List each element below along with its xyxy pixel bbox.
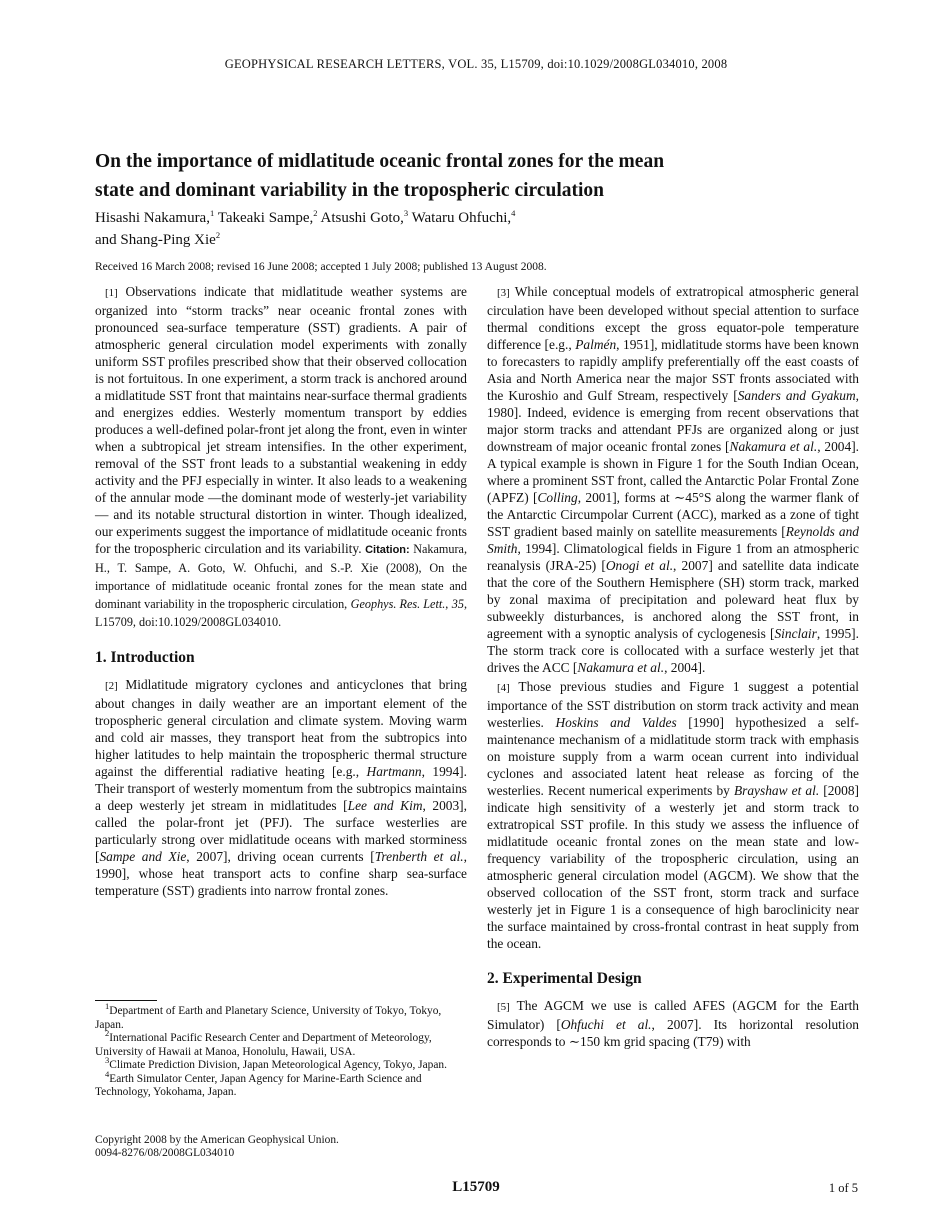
reference-author: Sampe and Xie (99, 849, 187, 864)
reference-author: Onogi et al. (605, 558, 674, 573)
body-paragraph (487, 997, 859, 1050)
citation-label: Citation: (365, 544, 410, 556)
footnote-text: Department of Earth and Planetary Science, University of Tokyo, Tokyo, Japan. (95, 1005, 442, 1031)
citation-journal: Geophys. Res. Lett. (350, 597, 446, 611)
citation-separator: , (445, 597, 449, 611)
paragraph-text: , 1994]. Climatological fields in Figure 1 from an atmospheric reanalysis (JRA-25) [ (487, 541, 859, 573)
paragraph-text: , 2004]. (664, 660, 706, 675)
paragraph-text: , 2003], called the polar-front jet (PFJ). The surface westerlies are particularly strong over midlatitude oceans with marked storminess [ (95, 798, 467, 864)
reference-author: Palmén (575, 337, 617, 352)
reference-author: Ohfuchi et al. (560, 1017, 652, 1032)
title-line-2: state and dominant variability in the tropospheric circulation (95, 180, 605, 201)
section-heading-experimental-design: 2. Experimental Design (487, 970, 642, 987)
author-name: Wataru Ohfuchi, (411, 210, 512, 226)
paragraph-number: [2] (105, 680, 118, 692)
footnote-text: Climate Prediction Division, Japan Meteorological Agency, Tokyo, Japan. (109, 1059, 447, 1071)
running-head: GEOPHYSICAL RESEARCH LETTERS, VOL. 35, L15709, doi:10.1029/2008GL034010, 2008 (224, 57, 728, 71)
affiliation-marker: 2 (215, 230, 221, 240)
citation-volume: 35 (451, 597, 464, 611)
affiliation-marker: 1 (209, 208, 215, 218)
abstract-text: Observations indicate that midlatitude weather systems are organized into “storm tracks” near oceanic frontal zones with pronounced sea-surface temperature (SST) gradients. A pair of atmospheric general circulation model experiments with zonally uniform SST profiles prescribed show that their observed collocation is not fortuitous. In one experiment, a storm track is anchored around a midlatitude SST front that maintains near-surface thermal gradients and energizes eddies. Westerly momentum transport by eddies produces a well-defined polar-front jet along the front, even in winter when a subtropical jet stream intensifies. In the other experiment, removal of the SST front leads to a substantial weakening in eddy activity and the PFJ especially in winter. It also leads to a weakening of the annular mode —the dominant mode of westerly-jet variability— and its notable structural distortion in winter. Though idealized, our experiments suggest the importance of midlatitude oceanic fronts for the tropospheric circulation and its variability. (95, 284, 467, 556)
reference-author: Brayshaw et al. (733, 783, 820, 798)
right-column (487, 283, 859, 1050)
body-paragraph (487, 678, 859, 952)
article-title (95, 147, 795, 205)
paragraph-number: [5] (497, 1001, 510, 1013)
issn-line: 0094-8276/08/2008GL034010 (95, 1147, 235, 1159)
paragraph-text: , 2007] and satellite data indicate that the core of the Southern Hemisphere (SH) storm track, marked by zonal maxima of precipitation and poleward heat flux by subweekly disturbances, is anchored along the SST front, in agreement with a synoptic analysis of cyclogenesis [ (487, 558, 859, 641)
footnote-text: Earth Simulator Center, Japan Agency for Marine-Earth Science and Technology, Yokohama, Japan. (95, 1072, 422, 1098)
body-paragraph (95, 676, 467, 899)
footnote (95, 1068, 467, 1100)
paragraph-text: , 1951], midlatitude storms have been known to forecasters to rapidly amplify preferentially off the east coasts of Asia and North America near the major SST fronts associated with the Kuroshio and Gulf Stream, respectively [ (487, 337, 860, 403)
left-column (95, 283, 467, 899)
paragraph-text: While conceptual models of extratropical atmospheric general circulation have been developed without special attention to surface thermal conditions except the gross equator-pole temperature difference [e.g., (487, 284, 859, 352)
footnote-marker: 1 (105, 1001, 110, 1012)
paragraph-text: , 1990], whose heat transport acts to confine sharp sea-surface temperature (SST) gradients into narrow frontal zones. (95, 849, 468, 898)
footnote (95, 1028, 467, 1059)
affiliation-marker: 4 (511, 208, 516, 218)
footnote (95, 1055, 467, 1073)
paragraph-text: , 1994]. Their transport of westerly momentum from the subtropics maintains a deep westerly jet stream in midlatitudes [ (95, 764, 467, 813)
copyright-line: Copyright 2008 by the American Geophysical Union. (95, 1134, 339, 1146)
paragraph-number: [3] (497, 287, 510, 299)
reference-author: Lee and Kim (347, 798, 423, 813)
paragraph-text: Those previous studies and Figure 1 suggest a potential importance of the SST distribution on storm track activity and mean westerlies. (487, 679, 860, 730)
author-name: Takeaki Sampe, (217, 210, 314, 226)
reference-author: Sinclair (774, 626, 817, 641)
footnote-marker: 2 (105, 1028, 110, 1039)
article-id-footer: L15709 (452, 1179, 500, 1195)
section-heading-introduction: 1. Introduction (95, 649, 195, 666)
author-name: and Shang-Ping Xie (95, 232, 216, 248)
affiliation-marker: 3 (403, 208, 409, 218)
received-dates: Received 16 March 2008; revised 16 June 2008; accepted 1 July 2008; published 13 August 2008. (95, 261, 547, 273)
author-name: Atsushi Goto, (320, 210, 404, 226)
reference-author: Hoskins and Valdes (555, 715, 677, 730)
footnote-marker: 4 (105, 1068, 110, 1079)
footnote-text: International Pacific Research Center and Department of Meteorology, University of Hawaii at Manoa, Honolulu, Hawaii, USA. (95, 1032, 432, 1058)
citation-tail: , L15709, doi:10.1029/2008GL034010. (95, 597, 467, 629)
paragraph-text: The AGCM we use is called AFES (AGCM for the Earth Simulator) [ (487, 998, 859, 1032)
paragraph-text: [1990] hypothesized a self-maintenance mechanism of a midlatitude storm track with emphasis on moisture supply from a warm ocean current into individual cyclones and associated latent heat release as forcing of the westerlies. Recent numerical experiments by (487, 715, 859, 798)
paragraph-text: , 1995]. The storm track core is collocated with a surface westerly jet that drives the ACC [ (487, 626, 859, 675)
reference-author: Hartmann (366, 764, 422, 779)
reference-author: Reynolds and Smith (487, 524, 859, 556)
author-list (95, 207, 795, 251)
copyright-notice (95, 1134, 339, 1160)
paragraph-text: , 2004]. A typical example is shown in Figure 1 for the South Indian Ocean, where a prominent SST front, called the Antarctic Polar Frontal Zone (APFZ) [ (487, 439, 859, 505)
paragraph-number: [4] (497, 682, 510, 694)
reference-author: Sanders and Gyakum (737, 388, 856, 403)
author-name: Hisashi Nakamura, (95, 210, 210, 226)
affiliation-footnotes (95, 1000, 467, 1100)
paragraph-text: , 2007]. Its horizontal resolution corresponds to ∼150 km grid spacing (T79) with (487, 1017, 859, 1049)
footnote (95, 1001, 467, 1032)
body-paragraph (487, 283, 859, 676)
citation-text: Nakamura, H., T. Sampe, A. Goto, W. Ohfuchi, and S.-P. Xie (2008), On the importance of midlatitude oceanic frontal zones for the mean state and dominant variability in the tropospheric circulation, (95, 542, 467, 611)
title-line-1: On the importance of midlatitude oceanic frontal zones for the mean (95, 151, 665, 172)
affiliation-marker: 2 (313, 208, 318, 218)
paragraph-text: , 2007], driving ocean currents [ (186, 849, 375, 864)
abstract-paragraph (95, 283, 467, 631)
reference-author: Nakamura et al. (577, 660, 665, 675)
reference-author: Trenberth et al. (374, 849, 464, 864)
paragraph-number: [1] (105, 287, 118, 299)
paragraph-text: Midlatitude migratory cyclones and anticyclones that bring about changes in daily weather are an important element of the tropospheric general circulation and climate system. Moving warm and cold air masses, they transport heat from the subtropics into higher latitudes to help maintain the tropospheric thermal structure against the differential radiative heating [e.g., (95, 677, 467, 779)
page-number: 1 of 5 (828, 1181, 858, 1195)
paragraph-text: , 2001], forms at ∼45°S along the warmer flank of the Antarctic Circumpolar Current (ACC), marked as a zone of tight SST gradient based mainly on satellite measurements [ (487, 490, 859, 539)
paragraph-text: , 1980]. Indeed, evidence is emerging from recent observations that major storm tracks and attendant PFJs are organized along or just downstream of major oceanic frontal zones [ (487, 388, 859, 454)
reference-author: Colling (537, 490, 578, 505)
reference-author: Nakamura et al. (729, 439, 818, 454)
paragraph-text: [2008] indicate high sensitivity of a westerly jet and storm track to extratropical SST profile. In this study we assess the influence of midlatitude oceanic frontal zones on the mean state and low-frequency variability of the tropospheric circulation, using an atmospheric general circulation model (AGCM). We show that the observed collocation of the SST front, storm track and surface westerly jet in Figure 1 is a consequence of high baroclinicity near the surface maintained by cross-frontal contrast in heat supply from the ocean. (487, 783, 859, 951)
footnote-marker: 3 (105, 1055, 110, 1066)
